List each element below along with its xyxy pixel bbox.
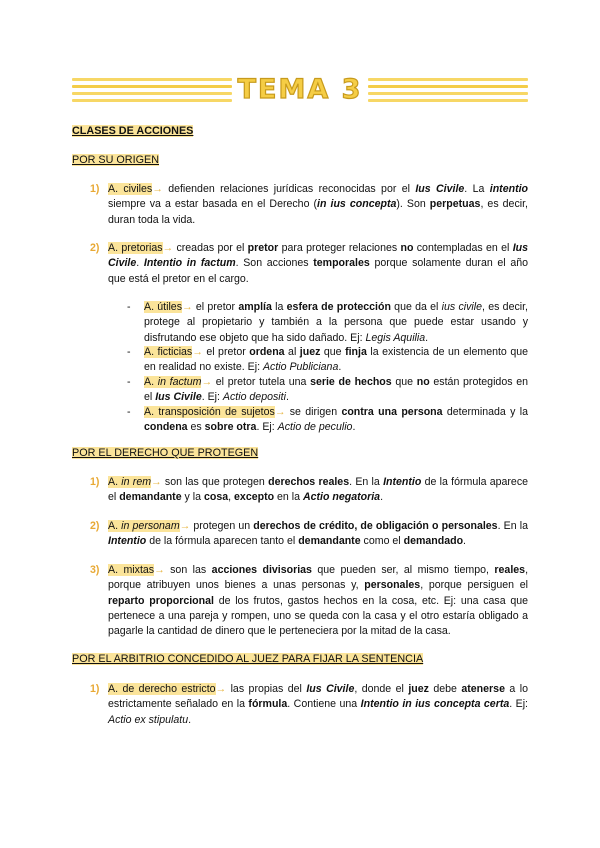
sub-item-in-factum: A. in factum→ el pretor tutela una serie de hechos que no están protegidos en el Ius Civile. Ej: Actio depositi. [144, 376, 528, 404]
list-item-pretorias: A. pretorias→ creadas por el pretor para proteger relaciones no contempladas en el Ius Civile. Intentio in factum. Son acciones temporales porque solamente duran el año que está el pretor en el cargo. [108, 242, 529, 285]
item-label: A. ficticias [144, 346, 193, 358]
list-item-in-personam: A. in personam→ protegen un derechos de crédito, de obligación o personales. En la Intentio de la fórmula aparecen tanto el demandante como el demandado. [108, 520, 529, 548]
item-label: A. in factum [144, 376, 202, 388]
arrow-icon: → [151, 476, 162, 488]
item-label: A. de derecho estricto [108, 683, 216, 695]
item-label: A. transposición de sujetos [144, 406, 275, 418]
page-title: TEMA 3 [237, 74, 363, 105]
item-label: A. civiles [108, 183, 153, 195]
dash-bullet: - [127, 301, 131, 313]
section-heading-arbitrio: POR EL ARBITRIO CONCEDIDO AL JUEZ PARA FIJAR LA SENTENCIA [72, 653, 424, 665]
arrow-icon: → [274, 406, 286, 418]
arrow-icon: → [215, 683, 227, 695]
item-label: A. mixtas [108, 564, 155, 576]
arrow-icon: → [179, 520, 191, 532]
dash-bullet: - [127, 346, 131, 358]
list-number: 2) [90, 242, 100, 254]
arrow-icon: → [152, 183, 163, 195]
sub-item-utiles: A. útiles→ el pretor amplía la esfera de protección que da el ius civile, es decir, protege al propietario y también a la persona que puede estar usando y disfrutando ese objeto que ha sido dañado. Ej: Legis Aquilia. [144, 301, 529, 344]
list-item-civiles: A. civiles→ defienden relaciones jurídicas reconocidas por el Ius Civile. La intentio siempre va a estar basada en el Derecho (in ius concepta). Son perpetuas, es decir, duran toda la vida. [108, 183, 529, 226]
dash-bullet: - [127, 376, 131, 388]
list-number: 3) [90, 564, 100, 576]
item-label: A. útiles [144, 301, 183, 313]
title-banner [72, 72, 528, 108]
list-item-in-rem: A. in rem→ son las que protegen derechos reales. En la Intentio de la fórmula aparece el demandante y la cosa, excepto en la Actio negatoria. [108, 476, 529, 504]
list-number: 1) [90, 183, 100, 195]
item-label: A. pretorias [108, 242, 163, 254]
arrow-icon: → [201, 376, 213, 388]
main-heading: CLASES DE ACCIONES [72, 125, 194, 137]
list-number: 1) [90, 476, 100, 488]
arrow-icon: → [192, 346, 203, 358]
arrow-icon: → [154, 564, 165, 576]
list-item-mixtas: A. mixtas→ son las acciones divisorias que pueden ser, al mismo tiempo, reales, porque atribuyen unos bienes a unas personas y, personales, porque persiguen el reparto proporcional de los frutos, gastos hechos en la cosa, etc. Ej: una casa que pertenece a una pareja y rompen, uno se queda con la casa y el otro estaría obligado a pagarle la cantidad de dinero que le perteneciera por la mitad de la casa. [108, 564, 529, 638]
list-number: 2) [90, 520, 100, 532]
dash-bullet: - [127, 406, 131, 418]
arrow-icon: → [162, 242, 174, 254]
arrow-icon: → [182, 301, 193, 313]
section-heading-derecho: POR EL DERECHO QUE PROTEGEN [72, 447, 259, 459]
item-label: A. in rem [108, 476, 152, 488]
decorative-stripes-right [368, 78, 528, 106]
sub-item-transposicion: A. transposición de sujetos→ se dirigen contra una persona determinada y la condena es sobre otra. Ej: Actio de peculio. [144, 406, 529, 434]
list-number: 1) [90, 683, 100, 695]
section-heading-origen: POR SU ORIGEN [72, 154, 159, 166]
item-label: A. in personam [108, 520, 180, 532]
list-item-derecho-estricto: A. de derecho estricto→ las propias del Ius Civile, donde el juez debe atenerse a lo estrictamente señalado en la fórmula. Contiene una Intentio in ius concepta certa. Ej: Actio ex stipulatu. [108, 683, 529, 726]
sub-item-ficticias: A. ficticias→ el pretor ordena al juez que finja la existencia de un elemento que en realidad no existe. Ej: Actio Publiciana. [144, 346, 528, 374]
